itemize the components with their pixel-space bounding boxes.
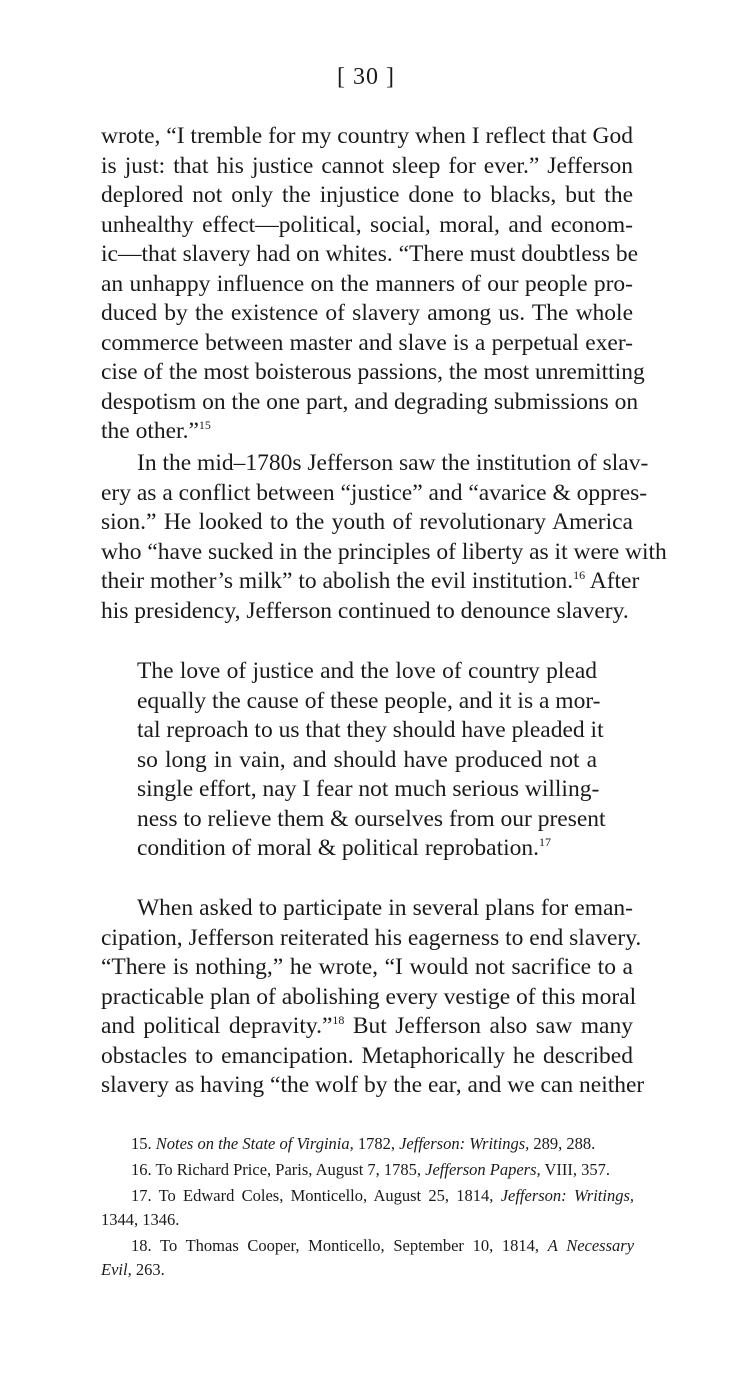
footnote-ref-15: 15 (198, 418, 211, 432)
quote-line: tal reproach to us that they should have pleaded it (137, 717, 604, 743)
body-line: practicable plan of abolishing every vestige of this moral (101, 983, 637, 1010)
quote-line: so long in vain, and should have produced not a (137, 746, 597, 773)
body-line: his presidency, Jefferson continued to denounce slavery. (101, 597, 629, 624)
footnote-18-cont: Evil, 263. (101, 1260, 165, 1279)
quote-line: single effort, nay I fear not much serious willing- (137, 776, 600, 802)
body-line: is just: that his justice cannot sleep for ever.” Jefferson (101, 152, 633, 179)
body-line: “There is nothing,” he wrote, “I would not sacrifice to a (101, 954, 633, 980)
body-line: duced by the existence of slavery among us. The whole (101, 300, 633, 326)
footnote-17: 17. To Edward Coles, Monticello, August 25, 1814, Jefferson: Writings, (131, 1186, 634, 1205)
body-line: cipation, Jefferson reiterated his eagerness to end slavery. (101, 924, 642, 951)
body-line: deplored not only the injustice done to blacks, but the (101, 182, 633, 208)
footnote-15: 15. Notes on the State of Virginia, 1782, Jefferson: Writings, 289, 288. (131, 1134, 596, 1153)
footnote-16: 16. To Richard Price, Paris, August 7, 1785, Jefferson Papers, VIII, 357. (131, 1160, 610, 1179)
body-line (101, 1012, 633, 1042)
quote-line-text: condition of moral & political reprobation. (137, 835, 540, 861)
body-line: obstacles to emancipation. Metaphorically he described (101, 1042, 633, 1069)
body-line-text: But Jefferson also saw many (352, 1013, 633, 1039)
body-line: an unhappy influence on the manners of our people pro- (101, 270, 633, 297)
footnote-ref-18: 18 (332, 1013, 345, 1027)
body-line-text: their mother’s milk” to abolish the evil institution. (101, 568, 574, 594)
quote-line: equally the cause of these people, and it is a mor- (137, 687, 601, 714)
body-line: In the mid–1780s Jefferson saw the institution of slav- (137, 450, 649, 476)
body-line: sion.” He looked to the youth of revolutionary America (101, 509, 633, 535)
page-number: [ 30 ] (337, 64, 395, 90)
body-line: who “have sucked in the principles of liberty as it were with (101, 538, 667, 565)
body-line: despotism on the one part, and degrading submissions on (101, 388, 639, 415)
quote-line: ness to relieve them & ourselves from our present (137, 805, 606, 832)
body-line: unhealthy effect—political, social, moral, and econom- (101, 211, 633, 238)
footnote-ref-17: 17 (539, 835, 552, 849)
footnote-17-cont: 1344, 1346. (101, 1210, 180, 1229)
body-line-text: the other.” (101, 418, 199, 444)
body-line (101, 567, 639, 597)
footnote-18: 18. To Thomas Cooper, Monticello, September 10, 1814, A Necessary (131, 1236, 635, 1255)
quote-line: The love of justice and the love of country plead (137, 658, 597, 684)
body-line: ery as a conflict between “justice” and “avarice & oppres- (101, 479, 648, 506)
body-line: When asked to participate in several plans for eman- (137, 895, 633, 921)
body-line: wrote, “I tremble for my country when I reflect that God (101, 123, 633, 149)
quote-line (137, 834, 551, 864)
body-line-text: and political depravity.” (101, 1013, 333, 1039)
body-line: cise of the most boisterous passions, the most unremitting (101, 359, 645, 385)
body-line: ic—that slavery had on whites. “There must doubtless be (101, 241, 639, 267)
footnote-ref-16: 16 (573, 568, 586, 582)
body-line (101, 417, 211, 447)
body-line: slavery as having “the wolf by the ear, and we can neither (101, 1072, 645, 1098)
body-line-text: After (589, 568, 640, 594)
body-line: commerce between master and slave is a perpetual exer- (101, 329, 633, 356)
